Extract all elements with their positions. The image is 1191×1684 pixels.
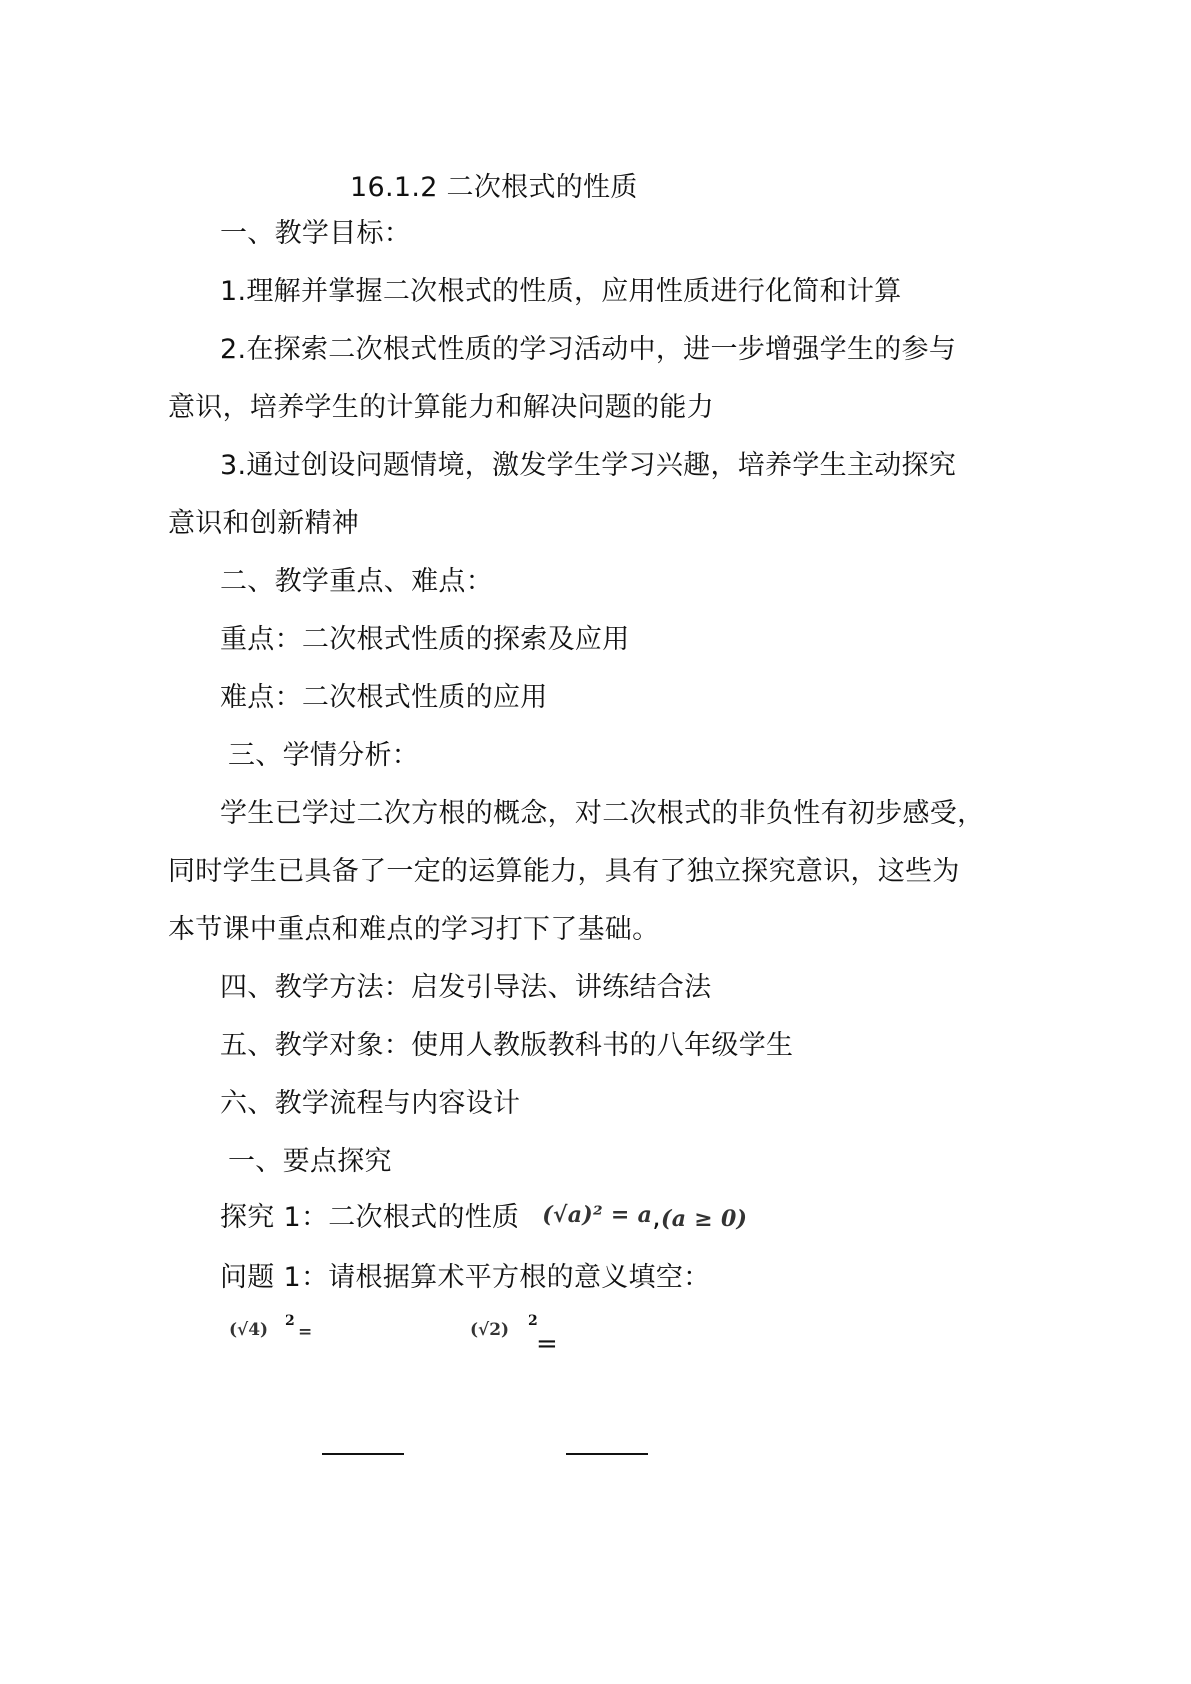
page-title: 16.1.2 二次根式的性质	[350, 172, 638, 203]
blank-1-exponent: 2	[285, 1313, 295, 1329]
blank-2-answer-line[interactable]	[566, 1453, 648, 1455]
blank-1-equals: =	[298, 1322, 313, 1342]
part-heading-explore: 一、要点探究	[228, 1146, 392, 1177]
goal-3-line-2: 意识和创新精神	[168, 508, 360, 539]
goal-2-line-1: 2.在探索二次根式性质的学习活动中，进一步增强学生的参与	[220, 334, 957, 365]
explore-1-condition: (a ≥ 0)	[661, 1206, 748, 1232]
goal-3-line-1: 3.通过创设问题情境，激发学生学习兴趣，培养学生主动探究	[220, 450, 957, 481]
section-heading-analysis: 三、学情分析：	[228, 740, 420, 771]
explore-1-separator: ,	[652, 1202, 662, 1233]
blank-1-answer-line[interactable]	[322, 1453, 404, 1455]
section-heading-key-points: 二、教学重点、难点：	[220, 566, 493, 597]
teaching-method: 四、教学方法：启发引导法、讲练结合法	[220, 972, 712, 1003]
teaching-target: 五、教学对象：使用人教版教科书的八年级学生	[220, 1030, 794, 1061]
explore-1	[220, 1198, 747, 1239]
blank-2-expression: (√2)	[470, 1320, 510, 1340]
goal-1: 1.理解并掌握二次根式的性质，应用性质进行化简和计算	[220, 276, 902, 307]
analysis-line-3: 本节课中重点和难点的学习打下了基础。	[168, 914, 660, 945]
goal-2-line-2: 意识，培养学生的计算能力和解决问题的能力	[168, 392, 714, 423]
blank-2-exponent: 2	[528, 1313, 538, 1329]
analysis-line-1: 学生已学过二次方根的概念，对二次根式的非负性有初步感受，	[220, 798, 985, 829]
explore-1-text: 探究 1：二次根式的性质	[220, 1202, 520, 1233]
explore-1-formula: (√a)² = a	[542, 1202, 653, 1228]
question-1: 问题 1：请根据算术平方根的意义填空：	[220, 1262, 711, 1293]
analysis-line-2: 同时学生已具备了一定的运算能力，具有了独立探究意识，这些为	[168, 856, 960, 887]
blank-2-equals: =	[536, 1329, 559, 1359]
difficulty: 难点：二次根式性质的应用	[220, 682, 548, 713]
key-point: 重点：二次根式性质的探索及应用	[220, 624, 630, 655]
blank-1-expression: (√4)	[229, 1320, 269, 1340]
teaching-flow: 六、教学流程与内容设计	[220, 1088, 521, 1119]
section-heading-goals: 一、教学目标：	[220, 218, 412, 249]
